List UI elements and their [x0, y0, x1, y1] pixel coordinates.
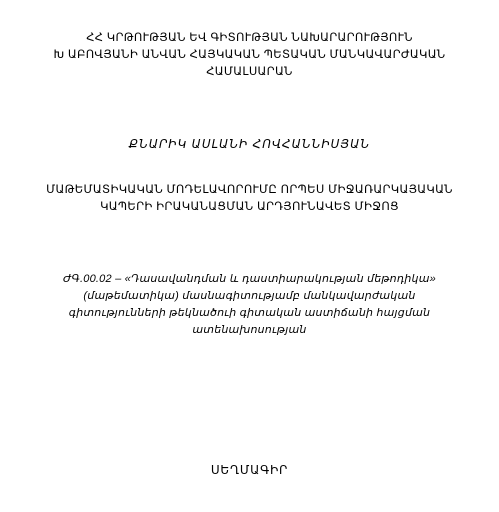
- institution-line-1: ՀՀ ԿՐԹՈՒԹՅԱՆ ԵՎ ԳԻՏՈՒԹՅԱՆ ՆԱԽԱՐԱՐՈՒԹՅՈՒՆ: [86, 32, 413, 44]
- specialty-line-4: ատենախոսության: [192, 324, 307, 336]
- institution-line-3: ՀԱՄԱԼՍԱՐԱՆ: [206, 66, 293, 78]
- document-type: ՍԵՂՄԱԳԻՐ: [210, 463, 289, 477]
- specialty-line-2: (մաթեմատիկա) մասնագիտությամբ մանկավարժական: [83, 290, 416, 302]
- thesis-title-line-2: ԿԱՊԵՐԻ ԻՐԱԿԱՆԱՑՄԱՆ ԱՐԴՅՈՒՆԱՎԵՏ ՄԻՋՈՑ: [100, 201, 399, 213]
- institution-line-2: Խ ԱԲՈՎՅԱՆԻ ԱՆՎԱՆ ՀԱՅԿԱԿԱՆ ՊԵՏԱԿԱՆ ՄԱՆԿԱՎԱՐԺԱԿԱՆ: [53, 49, 446, 61]
- specialty-description: [20, 271, 479, 339]
- thesis-title-line-1: ՄԱԹԵՄԱՏԻԿԱԿԱՆ ՄՈԴԵԼԱՎՈՐՈՒՄԸ ՈՐՊԵՍ ՄԻՋԱՌԱՐԿԱՅԱԿԱՆ: [46, 184, 453, 196]
- institution-header: [20, 30, 479, 81]
- thesis-title: [20, 182, 479, 216]
- specialty-line-1: ԺԳ.00.02 – «Դասավանդման և դաստիարակության մեթոդիկա»: [63, 273, 436, 285]
- specialty-line-3: գիտությունների թեկնածուի գիտական աստիճանի հայցման: [68, 307, 431, 319]
- author-name: ՔՆԱՐԻԿ ԱՍԼԱՆԻ ՀՈՎՀԱՆՆԻՍՅԱՆ: [128, 137, 371, 151]
